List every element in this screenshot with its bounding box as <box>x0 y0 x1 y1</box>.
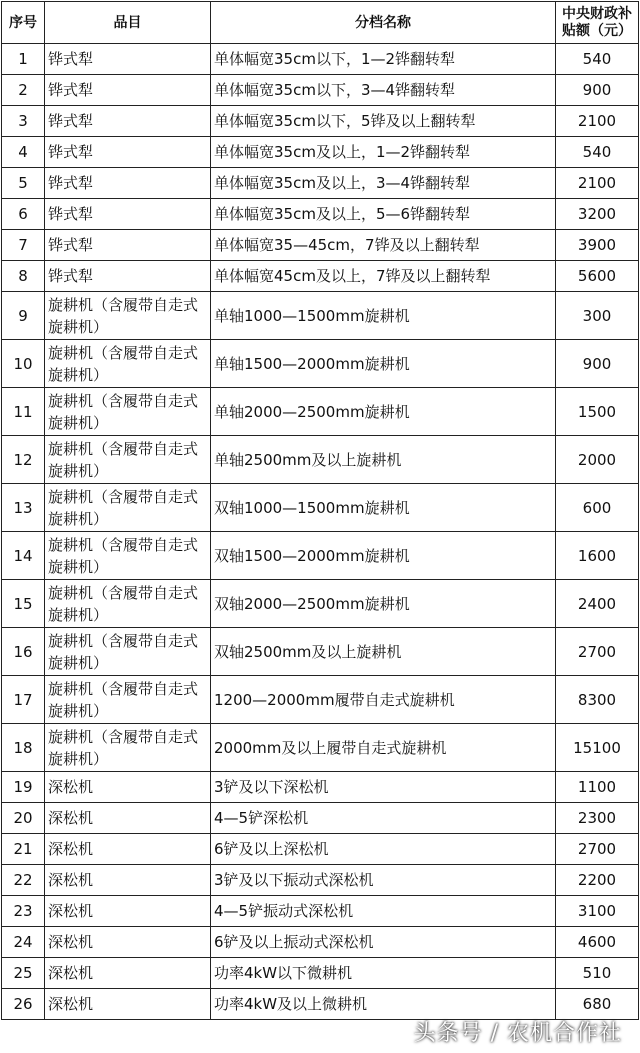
cell-no: 13 <box>2 484 45 532</box>
cell-no: 5 <box>2 168 45 199</box>
table-row <box>2 865 639 896</box>
cell-subsidy: 540 <box>556 137 639 168</box>
header-subsidy-line1: 中央财政补 <box>562 5 632 22</box>
cell-spec: 单轴2000—2500mm旋耕机 <box>211 388 556 436</box>
cell-spec: 功率4kW及以上微耕机 <box>211 989 556 1020</box>
cell-spec: 单体幅宽35cm以下，1—2铧翻转犁 <box>211 44 556 75</box>
cell-item: 旋耕机（含履带自走式旋耕机） <box>45 628 211 676</box>
cell-no: 8 <box>2 261 45 292</box>
cell-item: 旋耕机（含履带自走式旋耕机） <box>45 484 211 532</box>
table-row <box>2 388 639 436</box>
cell-item: 铧式犁 <box>45 106 211 137</box>
cell-item: 铧式犁 <box>45 137 211 168</box>
cell-no: 12 <box>2 436 45 484</box>
cell-subsidy: 1600 <box>556 532 639 580</box>
table-row <box>2 199 639 230</box>
cell-item: 深松机 <box>45 927 211 958</box>
cell-spec: 双轴2500mm及以上旋耕机 <box>211 628 556 676</box>
cell-subsidy: 2400 <box>556 580 639 628</box>
cell-subsidy: 1500 <box>556 388 639 436</box>
cell-no: 20 <box>2 803 45 834</box>
cell-subsidy: 3200 <box>556 199 639 230</box>
cell-no: 14 <box>2 532 45 580</box>
cell-spec: 双轴1500—2000mm旋耕机 <box>211 532 556 580</box>
cell-spec: 单体幅宽35cm以下，3—4铧翻转犁 <box>211 75 556 106</box>
cell-no: 3 <box>2 106 45 137</box>
cell-no: 2 <box>2 75 45 106</box>
cell-spec: 单体幅宽35cm以下，5铧及以上翻转犁 <box>211 106 556 137</box>
cell-item: 旋耕机（含履带自走式旋耕机） <box>45 580 211 628</box>
cell-subsidy: 2100 <box>556 168 639 199</box>
table-row <box>2 628 639 676</box>
cell-spec: 单轴1000—1500mm旋耕机 <box>211 292 556 340</box>
table-row <box>2 896 639 927</box>
header-subsidy-line2: 贴额（元） <box>562 22 632 39</box>
table-row <box>2 292 639 340</box>
cell-no: 9 <box>2 292 45 340</box>
cell-no: 1 <box>2 44 45 75</box>
cell-subsidy: 4600 <box>556 927 639 958</box>
table-row <box>2 676 639 724</box>
cell-spec: 6铲及以上深松机 <box>211 834 556 865</box>
cell-no: 6 <box>2 199 45 230</box>
cell-item: 深松机 <box>45 834 211 865</box>
cell-item: 深松机 <box>45 803 211 834</box>
cell-spec: 4—5铲深松机 <box>211 803 556 834</box>
cell-item: 铧式犁 <box>45 261 211 292</box>
cell-no: 17 <box>2 676 45 724</box>
cell-no: 26 <box>2 989 45 1020</box>
cell-no: 4 <box>2 137 45 168</box>
cell-subsidy: 2000 <box>556 436 639 484</box>
cell-subsidy: 2100 <box>556 106 639 137</box>
table-row <box>2 724 639 772</box>
cell-item: 深松机 <box>45 989 211 1020</box>
cell-spec: 功率4kW以下微耕机 <box>211 958 556 989</box>
watermark: 头条号 / 农机合作社 <box>413 1021 622 1046</box>
cell-subsidy: 1100 <box>556 772 639 803</box>
table-row <box>2 772 639 803</box>
cell-no: 24 <box>2 927 45 958</box>
header-spec: 分档名称 <box>211 2 556 44</box>
table-row <box>2 44 639 75</box>
table-row <box>2 580 639 628</box>
cell-subsidy: 2700 <box>556 628 639 676</box>
table-header-row <box>2 2 639 44</box>
cell-item: 旋耕机（含履带自走式旋耕机） <box>45 340 211 388</box>
table-row <box>2 532 639 580</box>
cell-no: 7 <box>2 230 45 261</box>
cell-subsidy: 15100 <box>556 724 639 772</box>
cell-item: 旋耕机（含履带自走式旋耕机） <box>45 532 211 580</box>
cell-item: 深松机 <box>45 772 211 803</box>
table-row <box>2 803 639 834</box>
cell-item: 铧式犁 <box>45 230 211 261</box>
cell-no: 18 <box>2 724 45 772</box>
cell-item: 铧式犁 <box>45 44 211 75</box>
cell-no: 23 <box>2 896 45 927</box>
table-row <box>2 436 639 484</box>
header-item: 品目 <box>45 2 211 44</box>
cell-subsidy: 900 <box>556 75 639 106</box>
cell-subsidy: 2200 <box>556 865 639 896</box>
cell-no: 22 <box>2 865 45 896</box>
table-row <box>2 958 639 989</box>
table-row <box>2 261 639 292</box>
cell-subsidy: 3900 <box>556 230 639 261</box>
cell-spec: 单体幅宽35cm及以上，1—2铧翻转犁 <box>211 137 556 168</box>
table-body <box>2 44 639 1020</box>
cell-spec: 单体幅宽35—45cm，7铧及以上翻转犁 <box>211 230 556 261</box>
cell-item: 深松机 <box>45 896 211 927</box>
cell-item: 旋耕机（含履带自走式旋耕机） <box>45 292 211 340</box>
cell-spec: 3铲及以下深松机 <box>211 772 556 803</box>
cell-item: 铧式犁 <box>45 168 211 199</box>
table-row <box>2 989 639 1020</box>
table-row <box>2 75 639 106</box>
cell-spec: 4—5铲振动式深松机 <box>211 896 556 927</box>
cell-spec: 单体幅宽35cm及以上，5—6铧翻转犁 <box>211 199 556 230</box>
cell-item: 铧式犁 <box>45 199 211 230</box>
cell-spec: 单轴2500mm及以上旋耕机 <box>211 436 556 484</box>
cell-no: 21 <box>2 834 45 865</box>
table-row <box>2 230 639 261</box>
cell-item: 旋耕机（含履带自走式旋耕机） <box>45 436 211 484</box>
header-no: 序号 <box>2 2 45 44</box>
table-row <box>2 340 639 388</box>
table-row <box>2 834 639 865</box>
cell-item: 深松机 <box>45 865 211 896</box>
cell-item: 旋耕机（含履带自走式旋耕机） <box>45 724 211 772</box>
header-subsidy <box>556 2 639 44</box>
cell-subsidy: 2700 <box>556 834 639 865</box>
cell-no: 19 <box>2 772 45 803</box>
cell-item: 铧式犁 <box>45 75 211 106</box>
cell-subsidy: 600 <box>556 484 639 532</box>
cell-subsidy: 300 <box>556 292 639 340</box>
table-row <box>2 168 639 199</box>
cell-spec: 单轴1500—2000mm旋耕机 <box>211 340 556 388</box>
cell-subsidy: 680 <box>556 989 639 1020</box>
cell-no: 16 <box>2 628 45 676</box>
cell-subsidy: 900 <box>556 340 639 388</box>
cell-subsidy: 510 <box>556 958 639 989</box>
cell-no: 15 <box>2 580 45 628</box>
cell-spec: 2000mm及以上履带自走式旋耕机 <box>211 724 556 772</box>
cell-no: 25 <box>2 958 45 989</box>
table-row <box>2 137 639 168</box>
table-row <box>2 927 639 958</box>
table-row <box>2 106 639 137</box>
cell-spec: 单体幅宽45cm及以上，7铧及以上翻转犁 <box>211 261 556 292</box>
cell-subsidy: 3100 <box>556 896 639 927</box>
cell-spec: 双轴1000—1500mm旋耕机 <box>211 484 556 532</box>
cell-subsidy: 2300 <box>556 803 639 834</box>
cell-spec: 单体幅宽35cm及以上，3—4铧翻转犁 <box>211 168 556 199</box>
cell-item: 深松机 <box>45 958 211 989</box>
table-row <box>2 484 639 532</box>
cell-subsidy: 8300 <box>556 676 639 724</box>
cell-subsidy: 540 <box>556 44 639 75</box>
cell-spec: 6铲及以上振动式深松机 <box>211 927 556 958</box>
cell-spec: 1200—2000mm履带自走式旋耕机 <box>211 676 556 724</box>
cell-no: 10 <box>2 340 45 388</box>
cell-item: 旋耕机（含履带自走式旋耕机） <box>45 388 211 436</box>
cell-item: 旋耕机（含履带自走式旋耕机） <box>45 676 211 724</box>
cell-subsidy: 5600 <box>556 261 639 292</box>
subsidy-table <box>1 1 639 1020</box>
cell-spec: 双轴2000—2500mm旋耕机 <box>211 580 556 628</box>
cell-spec: 3铲及以下振动式深松机 <box>211 865 556 896</box>
cell-no: 11 <box>2 388 45 436</box>
